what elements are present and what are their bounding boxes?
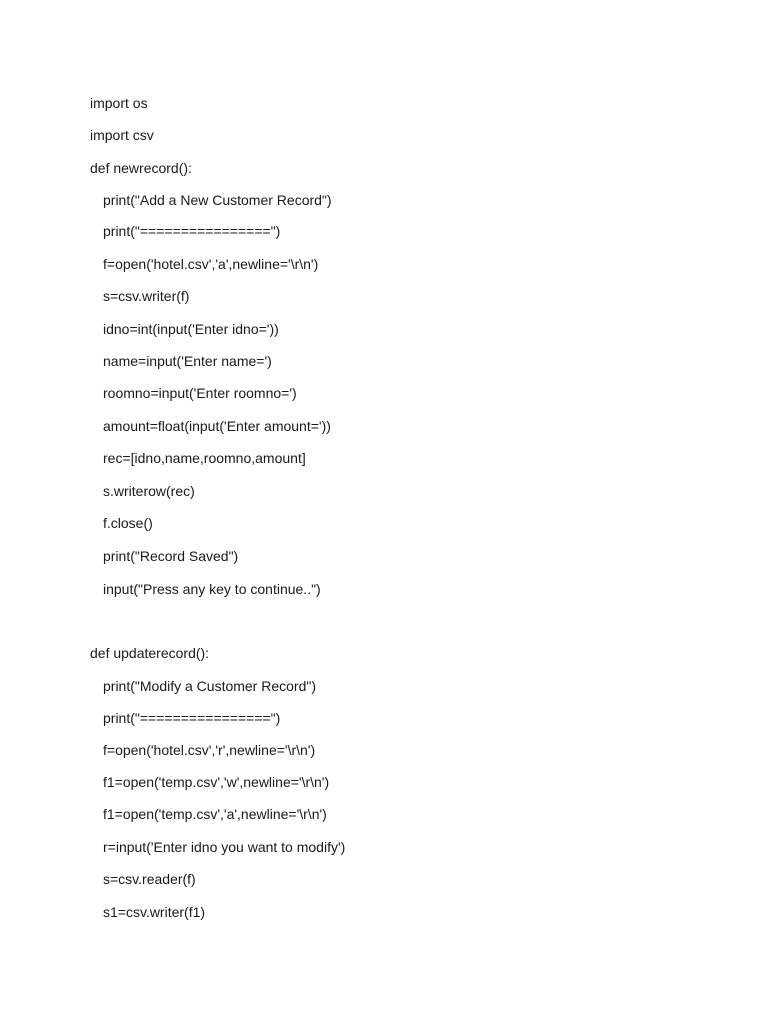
code-line: s1=csv.writer(f1)	[103, 904, 206, 920]
code-line: def updaterecord():	[90, 645, 210, 661]
code-line: def newrecord():	[90, 160, 192, 176]
code-line: s=csv.reader(f)	[103, 871, 196, 887]
code-line: f1=open('temp.csv','a',newline='\r\n')	[103, 806, 327, 822]
code-line: import csv	[90, 127, 154, 143]
code-line: idno=int(input('Enter idno='))	[103, 321, 279, 337]
code-line: f=open('hotel.csv','a',newline='\r\n')	[103, 256, 319, 272]
code-line: input("Press any key to continue..")	[103, 581, 321, 597]
code-line: print("================")	[103, 710, 281, 726]
code-line: f.close()	[103, 515, 153, 531]
code-line: rec=[idno,name,roomno,amount]	[103, 450, 306, 466]
code-line: print("================")	[103, 223, 281, 239]
code-line: print("Modify a Customer Record")	[103, 678, 317, 694]
code-line: print("Add a New Customer Record")	[103, 192, 332, 208]
code-line: r=input('Enter idno you want to modify')	[103, 839, 346, 855]
code-line: print("Record Saved")	[103, 548, 239, 564]
code-line: roomno=input('Enter roomno=')	[103, 385, 297, 401]
code-line: import os	[90, 95, 148, 111]
code-line: s.writerow(rec)	[103, 483, 195, 499]
code-line: amount=float(input('Enter amount='))	[103, 418, 331, 434]
code-line: s=csv.writer(f)	[103, 288, 190, 304]
code-line: name=input('Enter name=')	[103, 353, 272, 369]
code-line: f1=open('temp.csv','w',newline='\r\n')	[103, 774, 330, 790]
code-line: f=open('hotel.csv','r',newline='\r\n')	[103, 742, 316, 758]
